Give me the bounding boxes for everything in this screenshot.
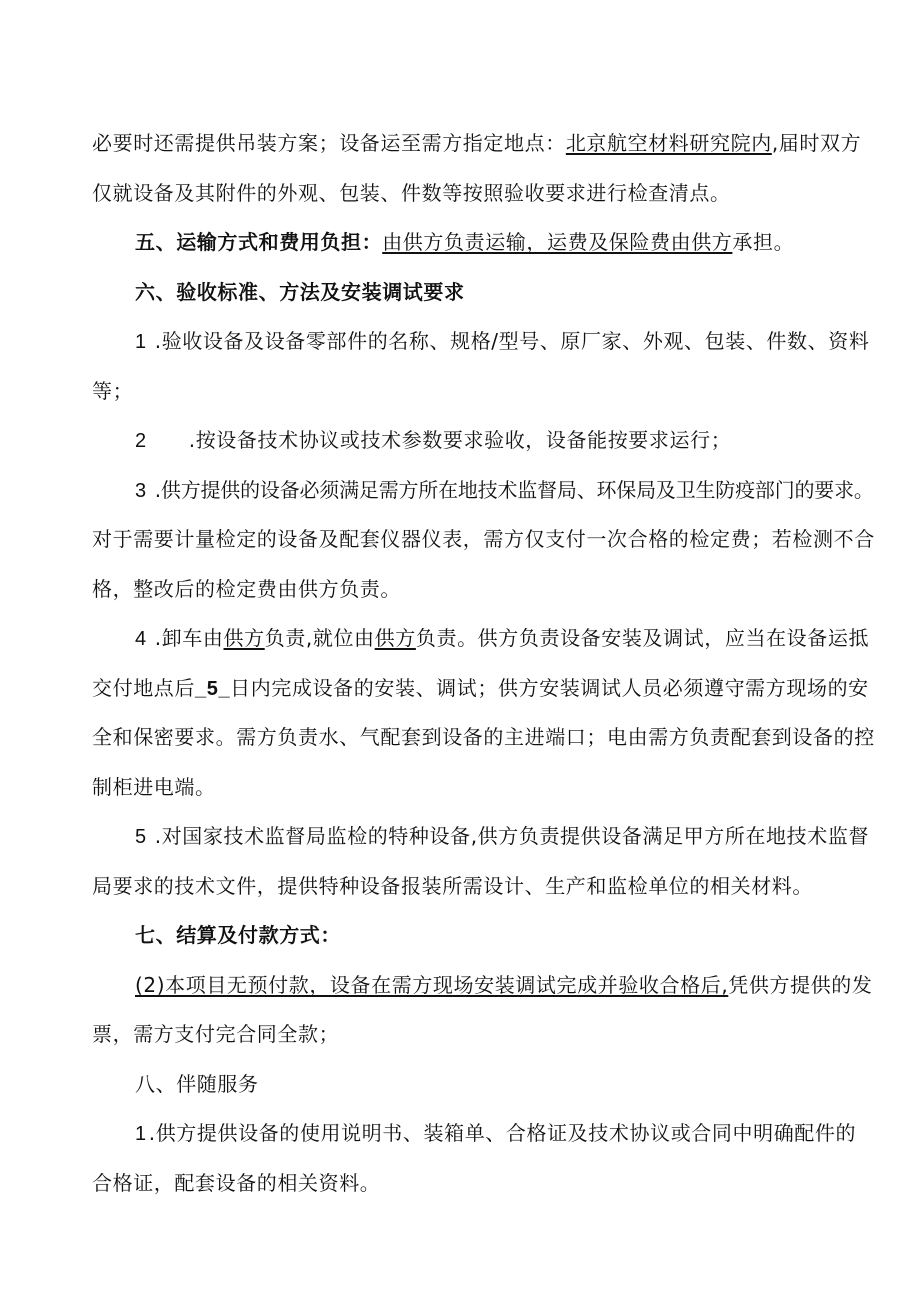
paragraph-line: 等； bbox=[92, 379, 134, 403]
section-heading: 七、结算及付款方式： bbox=[135, 923, 341, 947]
paragraph-line: 制柜进电端。 bbox=[92, 775, 216, 799]
paragraph-line: 全和保密要求。需方负责水、气配套到设备的主进端口；电由需方负责配套到设备的控 bbox=[92, 725, 875, 749]
payment-terms: (2)本项目无预付款，设备在需方现场安装调试完成并验收合格后,凭供方提供的发 bbox=[135, 973, 873, 997]
list-item: 3 .供方提供的设备必须满足需方所在地技术监督局、环保局及卫生防疫部门的要求。 bbox=[135, 478, 874, 502]
paragraph-line: 格，整改后的检定费由供方负责。 bbox=[92, 577, 401, 601]
list-item: 1 .供方提供设备的使用说明书、装箱单、合格证及技术协议或合同中明确配件的 bbox=[135, 1121, 857, 1145]
paragraph-line: 交付地点后_5_日内完成设备的安装、调试；供方安装调试人员必须遵守需方现场的安 bbox=[92, 676, 869, 700]
delivery-location: 北京航空材料研究院内 bbox=[565, 131, 772, 155]
section-5: 五、运输方式和费用负担：由供方负责运输，运费及保险费由供方承担。 bbox=[135, 230, 795, 254]
paragraph-line: 必要时还需提供吊装方案；设备运至需方指定地点：北京航空材料研究院内,届时双方 bbox=[92, 131, 862, 155]
paragraph-line: 局要求的技术文件，提供特种设备报装所需设计、生产和监检单位的相关材料。 bbox=[92, 874, 813, 898]
paragraph-line: 仅就设备及其附件的外观、包装、件数等按照验收要求进行检查清点。 bbox=[92, 181, 731, 205]
paragraph-line: 对于需要计量检定的设备及配套仪器仪表，需方仅支付一次合格的检定费；若检测不合 bbox=[92, 527, 875, 551]
section-heading: 六、验收标准、方法及安装调试要求 bbox=[135, 280, 465, 304]
list-item: 1 .验收设备及设备零部件的名称、规格/型号、原厂家、外观、包装、件数、资料 bbox=[135, 329, 870, 353]
section-heading: 五、运输方式和费用负担： bbox=[135, 230, 383, 254]
days-value: _5_ bbox=[195, 678, 231, 700]
list-item: 4 .卸车由供方负责,就位由供方负责。供方负责设备安装及调试，应当在设备运抵 bbox=[135, 626, 870, 650]
list-item: 5 .对国家技术监督局监检的特种设备,供方负责提供设备满足甲方所在地技术监督 bbox=[135, 824, 870, 848]
list-item: 2 .按设备技术协议或技术参数要求验收，设备能按要求运行； bbox=[135, 428, 732, 452]
section-heading: 八、伴随服务 bbox=[135, 1072, 259, 1096]
paragraph-line: 合格证，配套设备的相关资料。 bbox=[92, 1171, 381, 1195]
paragraph-line: 票，需方支付完合同全款； bbox=[92, 1022, 340, 1046]
